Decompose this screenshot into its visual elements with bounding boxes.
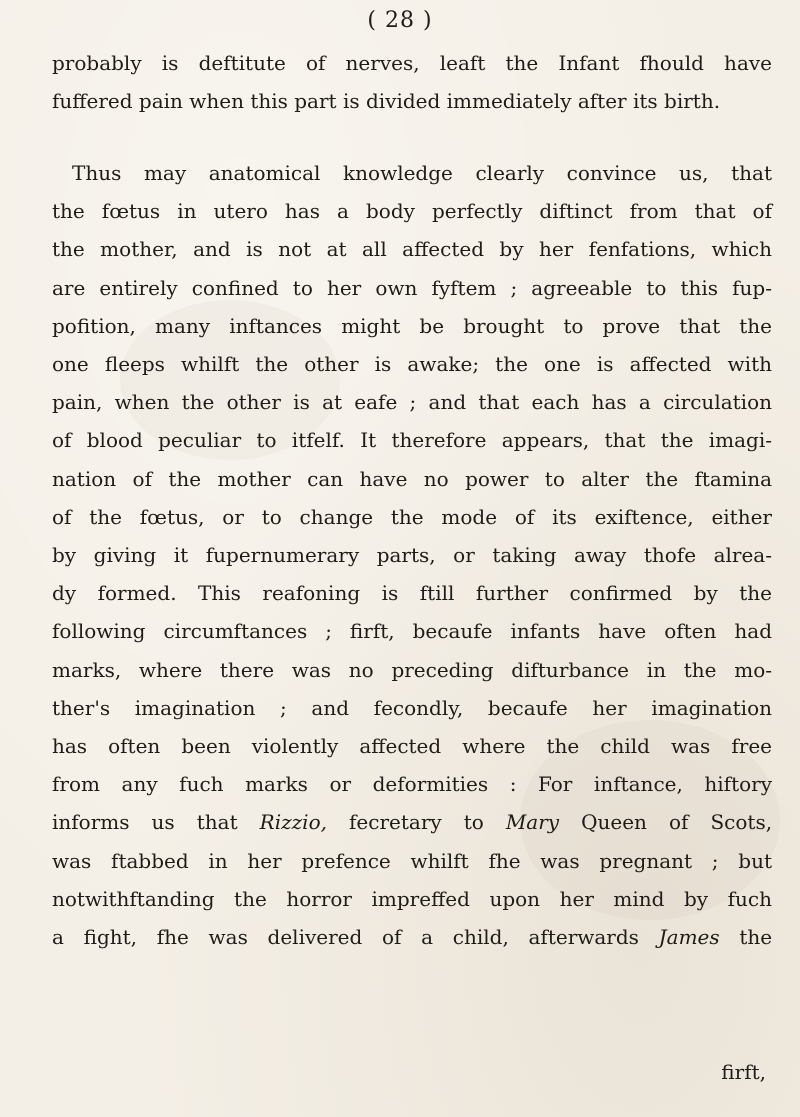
- text-line: Thus may anatomical knowledge clearly convince us, that: [72, 161, 772, 185]
- text-line: pain, when the other is at eafe ; and that each has a circulation: [52, 390, 772, 415]
- text-line: of blood peculiar to itfelf. It therefore appears, that the imagi-: [52, 428, 772, 453]
- text-line: one fleeps whilft the other is awake; the one is affected with: [52, 352, 772, 377]
- text-line: from any fuch marks or deformities : For inftance, hiftory: [52, 772, 772, 797]
- text-line: the mother, and is not at all affected by her fenfations, which: [52, 237, 772, 262]
- paragraph-1: [52, 44, 772, 120]
- text-line: fuffered pain when this part is divided immediately after its birth.: [52, 89, 721, 114]
- text-line: informs us that Rizzio, fecretary to Mary Queen of Scots,: [52, 810, 773, 835]
- catchword: firft,: [721, 1060, 766, 1084]
- text-line: notwithftanding the horror impreffed upon her mind by fuch: [52, 886, 772, 911]
- text-line: by giving it fupernumerary parts, or taking away thofe alrea-: [52, 543, 772, 568]
- text-line: has often been violently affected where the child was free: [52, 734, 772, 759]
- text-line: nation of the mother can have no power to alter the ftamina: [52, 466, 772, 491]
- text-line: a fight, fhe was delivered of a child, afterwards James the: [52, 925, 773, 950]
- text-line: probably is deftitute of nerves, leaft the Infant fhould have: [52, 51, 772, 75]
- text-line: are entirely confined to her own fyftem ; agreeable to this fup-: [52, 275, 772, 300]
- text-line: ther's imagination ; and fecondly, becaufe her imagination: [52, 695, 772, 720]
- text-line: of the fœtus, or to change the mode of its exiftence, either: [52, 504, 772, 529]
- text-line: marks, where there was no preceding difturbance in the mo-: [52, 657, 772, 682]
- text-line: the fœtus in utero has a body perfectly diftinct from that of: [52, 199, 772, 224]
- page-number: ( 28 ): [367, 8, 433, 33]
- text-line: pofition, many inftances might be brought to prove that the: [52, 313, 772, 338]
- text-line: dy formed. This reafoning is ftill further confirmed by the: [52, 581, 772, 606]
- text-line: was ftabbed in her prefence whilft fhe was pregnant ; but: [52, 848, 772, 873]
- text-line: following circumftances ; firft, becaufe infants have often had: [52, 619, 772, 644]
- paragraph-2: [52, 154, 772, 956]
